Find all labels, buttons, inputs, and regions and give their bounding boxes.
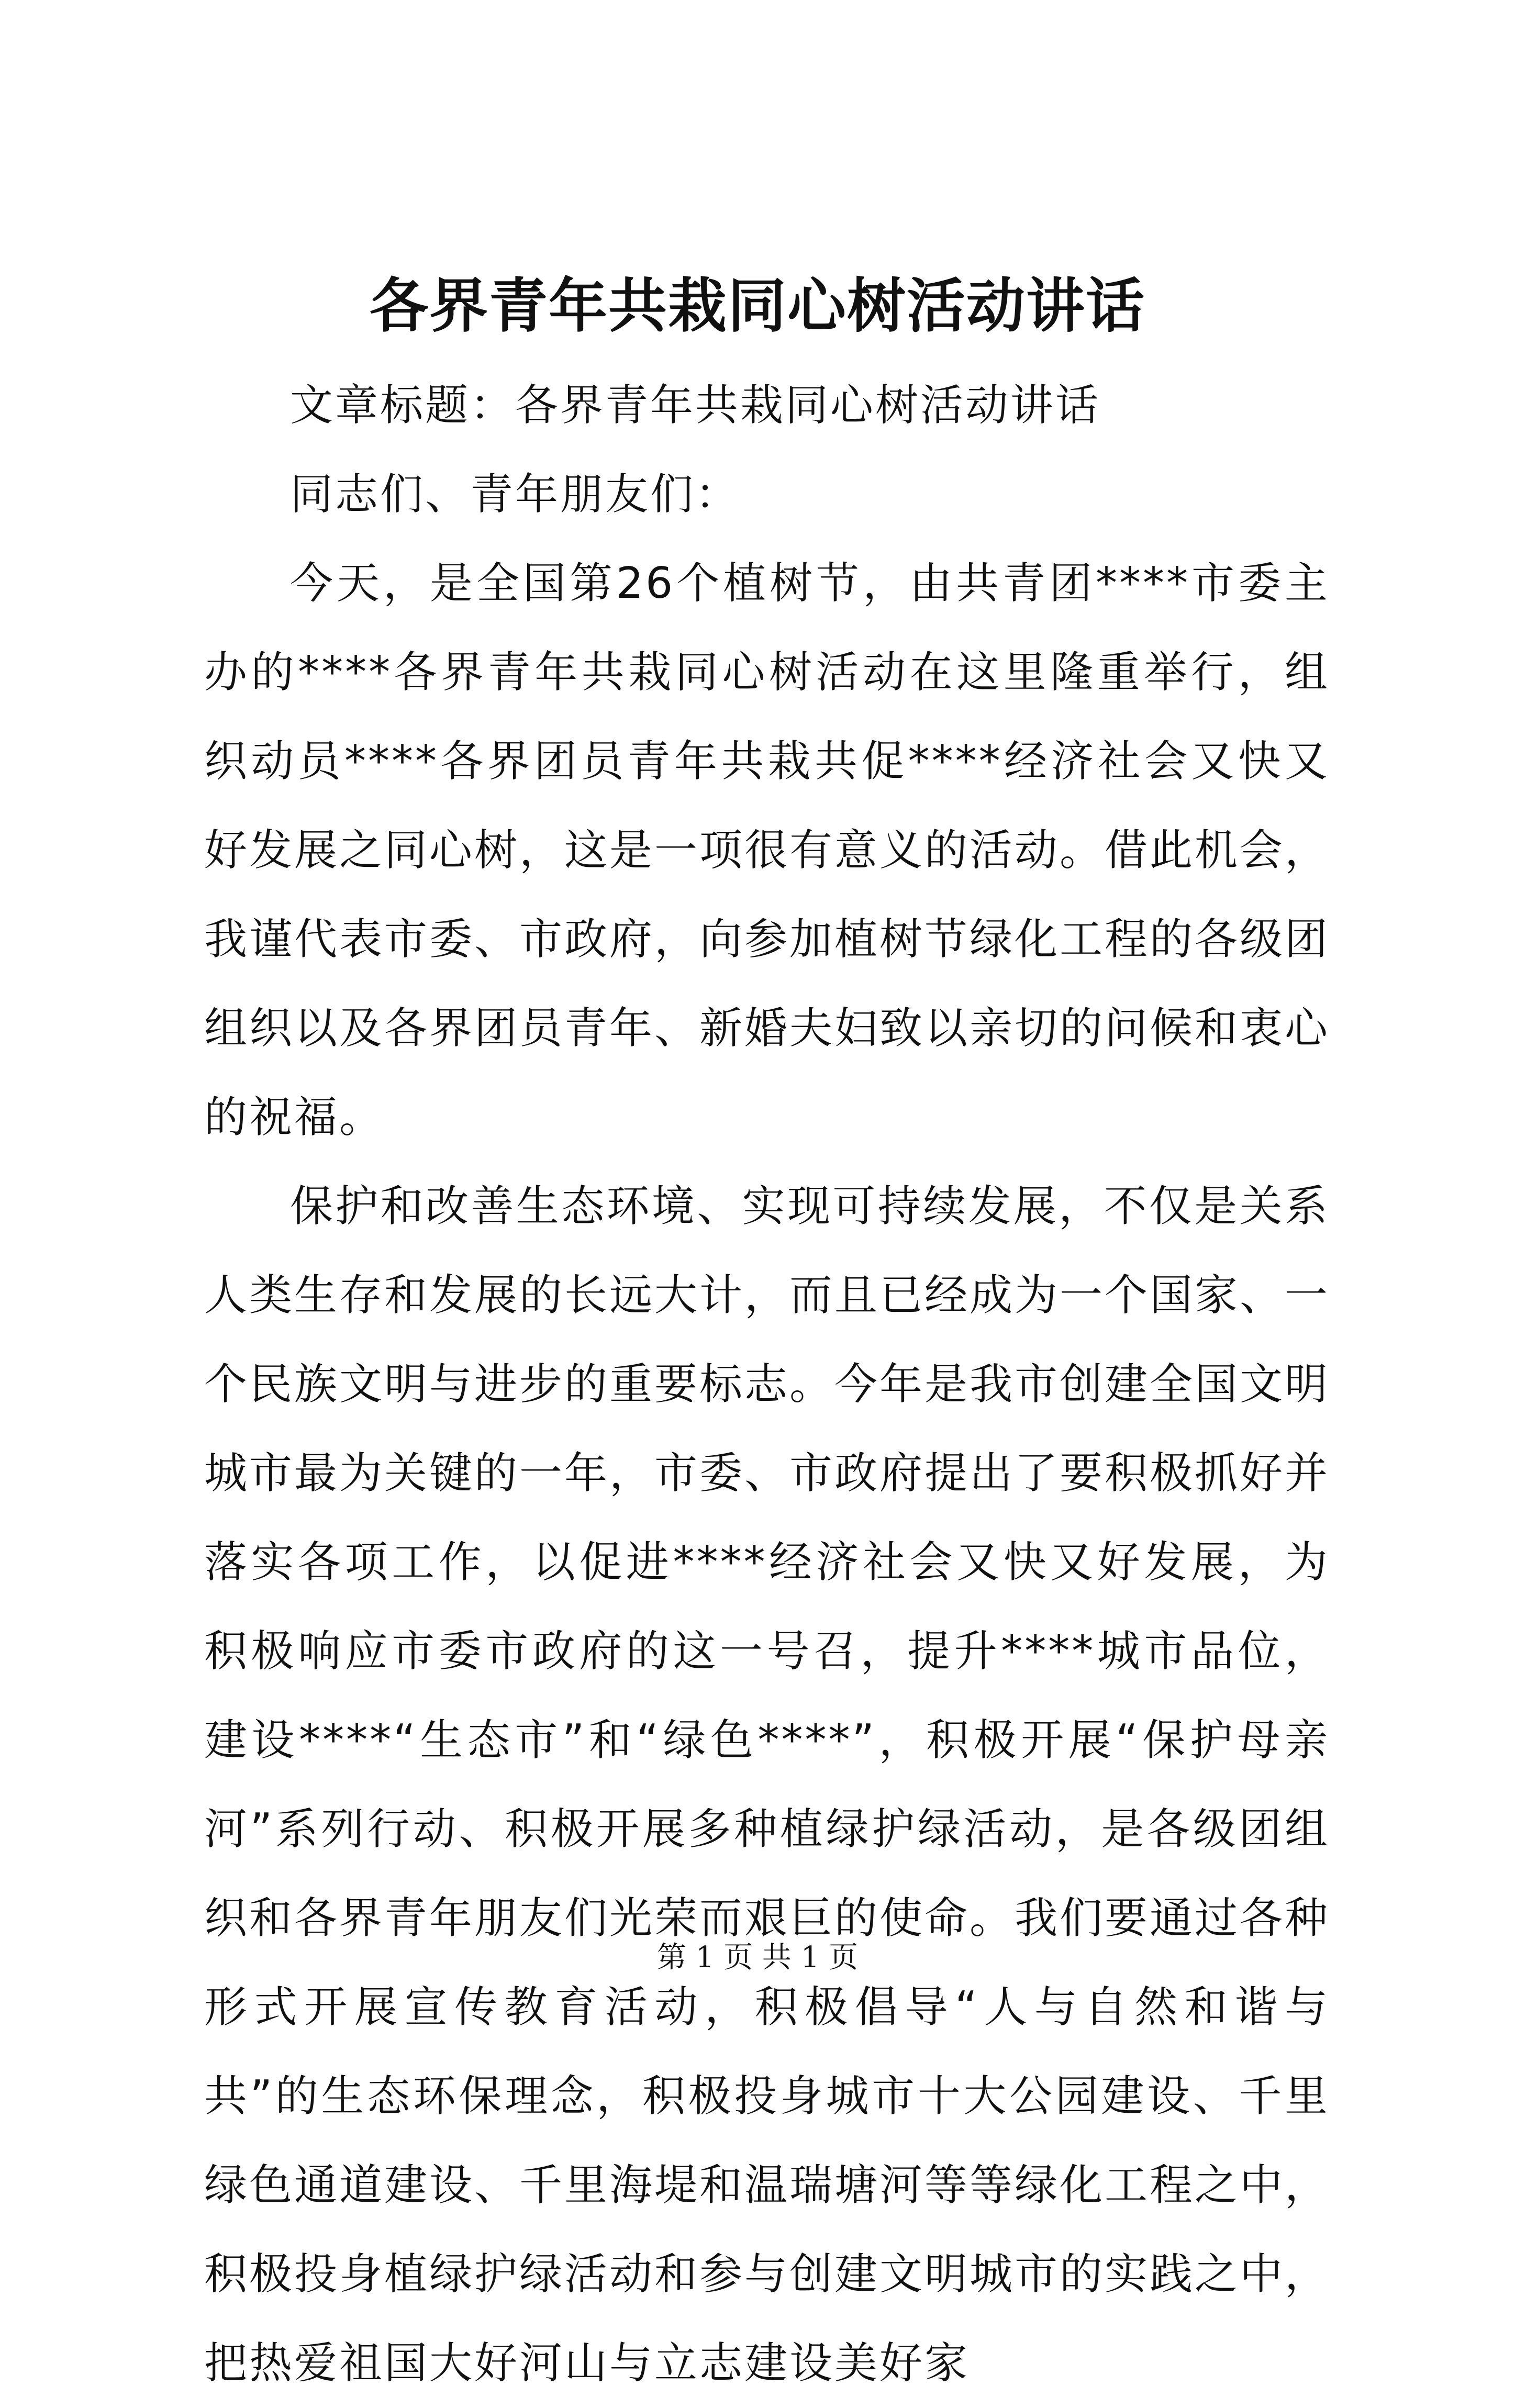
page-footer: 第 1 页 共 1 页 (656, 1941, 859, 1975)
document-title: 各界青年共栽同心树活动讲话 (370, 272, 1145, 340)
document-body (204, 361, 1330, 2408)
paragraph: 今天，是全国第26个植树节，由共青团****市委主办的****各界青年共栽同心树活动在这里隆重举行，组织动员****各界团员青年共栽共促****经济社会又快又好发展之同心树，这是一项很有意义的活动。借此机会，我谨代表市委、市政府，向参加植树节绿化工程的各级团组织以及各界团员青年、新婚夫妇致以亲切的问候和衷心的祝福。 (204, 559, 1330, 1142)
paragraph: 保护和改善生态环境、实现可持续发展，不仅是关系人类生存和发展的长远大计，而且已经成为一个国家、一个民族文明与进步的重要标志。今年是我市创建全国文明城市最为关键的一年，市委、市政府提出了要积极抓好并落实各项工作，以促进****经济社会又快又好发展，为积极响应市委市政府的这一号召，提升****城市品位，建设****“生态市”和“绿色****”，积极开展“保护母亲河”系列行动、积极开展多种植绿护绿活动，是各级团组织和各界青年朋友们光荣而艰巨的使命。我们要通过各种形式开展宣传教育活动，积极倡导“人与自然和谐与共”的生态环保理念，积极投身城市十大公园建设、千里绿色通道建设、千里海堤和温瑞塘河等等绿化工程之中，积极投身植绿护绿活动和参与创建文明城市的实践之中，把热爱祖国大好河山与立志建设美好家 (204, 1181, 1330, 2388)
salutation: 同志们、青年朋友们： (290, 470, 741, 519)
article-title-line: 文章标题：各界青年共栽同心树活动讲话 (290, 381, 1101, 430)
